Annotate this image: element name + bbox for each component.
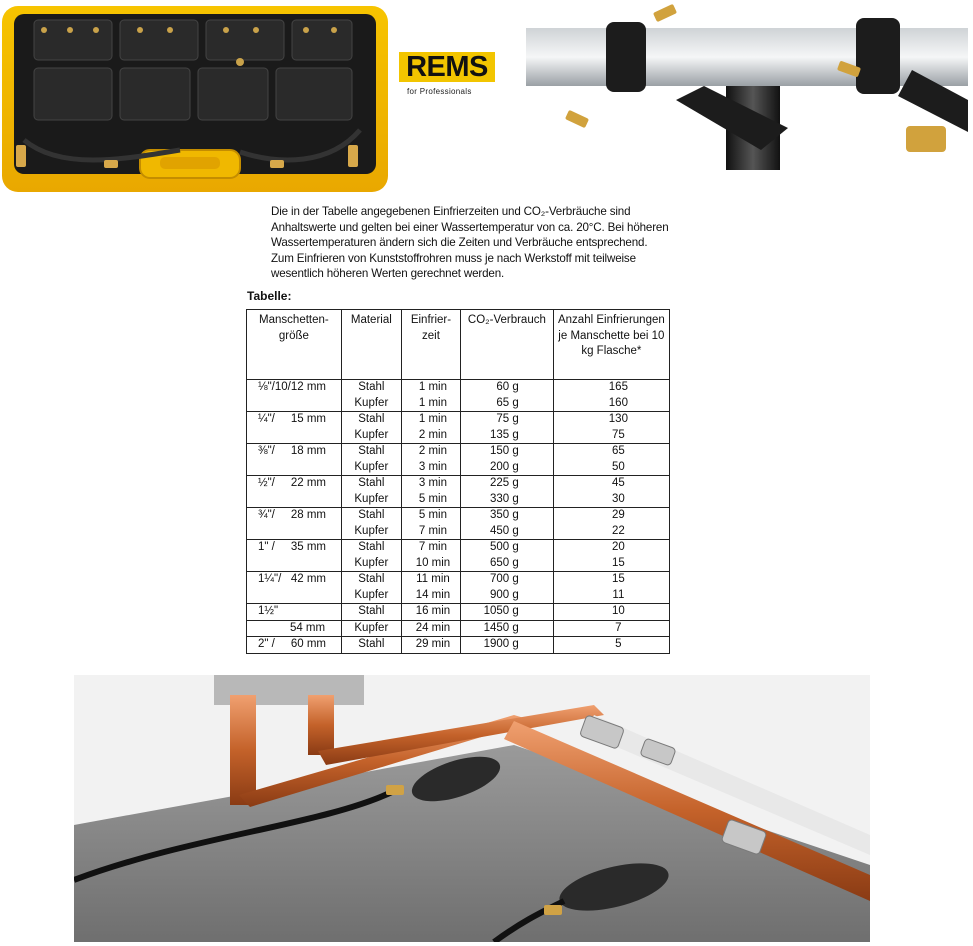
table-row (247, 380, 670, 412)
cell-time-value: 2 min (418, 445, 448, 457)
header-size-line: Manschetten- (259, 314, 329, 326)
header-time-line: Einfrier- (410, 314, 452, 326)
cell-co2-value: 75 g (496, 413, 519, 425)
cell-co2 (461, 444, 554, 476)
cell-co2-value: 350 g (489, 509, 519, 521)
cell-material-value: Stahl (358, 413, 385, 425)
cell-time-value: 11 min (416, 573, 450, 585)
header-count-line: Anzahl (557, 314, 594, 326)
cell-size-value: 2" / 60 mm (258, 638, 326, 650)
header-size (247, 310, 342, 380)
cell-time (401, 572, 460, 604)
cell-co2 (461, 604, 554, 621)
cell-time-value: 5 min (418, 492, 448, 505)
cell-co2-value: 330 g (489, 492, 519, 505)
cell-co2-value: 60 g (496, 381, 519, 393)
cell-co2-value: 700 g (489, 573, 519, 585)
cell-count-value: 15 (611, 573, 625, 585)
header-size-line: größe (278, 329, 309, 342)
cell-count-value: 10 (611, 605, 625, 617)
logo-wordmark: REMS (406, 51, 488, 83)
cell-time-value: 1 min (418, 381, 448, 393)
intro-paragraph (271, 204, 671, 282)
cell-time-value: 5 min (418, 509, 448, 521)
cell-count (553, 540, 669, 572)
cell-co2-value: 135 g (489, 428, 519, 441)
cell-co2 (461, 380, 554, 412)
cell-material (341, 476, 401, 508)
cell-co2-value: 500 g (489, 541, 519, 553)
intro-line: Anhaltswerte und gelten bei einer Wassertemperatur von ca. 20°C. Bei höheren (271, 220, 669, 234)
cell-size (247, 444, 342, 476)
cell-count-value: 30 (611, 492, 625, 505)
cell-time (401, 620, 460, 637)
cell-size (247, 620, 342, 637)
cell-material-value: Stahl (358, 445, 385, 457)
cell-material (341, 637, 401, 654)
freezing-pipes-photo (526, 0, 968, 170)
freeze-kit-case-photo (0, 0, 392, 200)
logo-tagline: for Professionals (407, 87, 472, 96)
cell-count (553, 508, 669, 540)
cell-time-value: 1 min (418, 413, 448, 425)
cell-size-value: ¼"/ 15 mm (258, 413, 326, 425)
header-count-line: Einfrierungen (596, 314, 665, 326)
cell-count-value: 5 (615, 638, 622, 650)
header-count-line: je Manschette (558, 329, 630, 342)
cell-material-value: Stahl (358, 381, 385, 393)
header-count-line: bei 10 kg Flasche* (581, 329, 665, 357)
cell-time-value: 14 min (415, 588, 451, 601)
cell-material (341, 620, 401, 637)
cell-count (553, 637, 669, 654)
cell-count-value: 75 (611, 428, 625, 441)
intro-line: wesentlich höheren Werten gerechnet werden. (271, 267, 505, 280)
cell-size-value: ½"/ 22 mm (258, 477, 326, 489)
cell-co2-value: 650 g (489, 556, 519, 569)
cell-co2 (461, 620, 554, 637)
cell-size (247, 572, 342, 604)
table-row (247, 508, 670, 540)
cell-time-value: 2 min (418, 428, 448, 441)
cell-size (247, 508, 342, 540)
table-row (247, 412, 670, 444)
cell-time (401, 412, 460, 444)
cell-count-value: 15 (611, 556, 625, 569)
table-row (247, 572, 670, 604)
table-row (247, 476, 670, 508)
cell-count-value: 29 (611, 509, 625, 521)
table-header-row (247, 310, 670, 380)
cell-material-value: Kupfer (354, 621, 389, 634)
cell-material-value: Kupfer (354, 492, 389, 505)
cell-co2-value: 1050 g (483, 605, 519, 617)
cell-count-value: 22 (611, 524, 625, 537)
cell-material-value: Stahl (358, 477, 385, 489)
table-row (247, 540, 670, 572)
cell-time-value: 1 min (418, 396, 448, 409)
cell-count-value: 7 (615, 621, 622, 634)
table-row (247, 620, 670, 637)
cell-material (341, 444, 401, 476)
cell-count-value: 130 (608, 413, 628, 425)
cell-count-value: 65 (611, 445, 625, 457)
header-count (553, 310, 669, 380)
cell-co2-value: 65 g (496, 396, 519, 409)
rems-logo (399, 52, 499, 98)
cell-count-value: 50 (611, 460, 625, 473)
header-co2-text: CO₂-Verbrauch (467, 314, 546, 326)
cell-co2-value: 1450 g (483, 621, 519, 634)
cell-time (401, 444, 460, 476)
cell-time-value: 10 min (415, 556, 451, 569)
cell-count-value: 11 (612, 588, 625, 601)
cell-co2 (461, 572, 554, 604)
cell-time (401, 540, 460, 572)
header-time-line: zeit (422, 329, 440, 342)
cell-co2 (461, 508, 554, 540)
cell-co2-value: 450 g (489, 524, 519, 537)
cell-co2-value: 900 g (489, 588, 519, 601)
table-caption: Tabelle: (247, 289, 292, 303)
header-time (401, 310, 460, 380)
cell-material-value: Stahl (358, 509, 385, 521)
cell-size (247, 637, 342, 654)
cell-material (341, 540, 401, 572)
cell-co2-value: 1900 g (483, 638, 519, 650)
pipe-installation-photo (74, 675, 870, 942)
cell-size-value: ⅜"/ 18 mm (258, 445, 326, 457)
header-material (341, 310, 401, 380)
cell-time-value: 29 min (415, 638, 451, 650)
cell-size-value: ⅛"/10/12 mm (258, 381, 327, 393)
cell-material (341, 572, 401, 604)
freezing-data-table (246, 309, 670, 654)
cell-size (247, 412, 342, 444)
cell-size (247, 380, 342, 412)
cell-count (553, 620, 669, 637)
cell-count (553, 444, 669, 476)
cell-co2-value: 225 g (489, 477, 519, 489)
cell-count (553, 572, 669, 604)
cell-size (247, 540, 342, 572)
intro-line: Die in der Tabelle angegebenen Einfrierzeiten und CO₂-Verbräuche sind (271, 205, 631, 218)
cell-time-value: 7 min (418, 541, 448, 553)
intro-line: Zum Einfrieren von Kunststoffrohren muss je nach Werkstoff mit teilweise (271, 251, 636, 265)
cell-count (553, 412, 669, 444)
cell-count (553, 476, 669, 508)
cell-material-value: Kupfer (354, 588, 389, 601)
cell-material-value: Stahl (358, 605, 385, 617)
cell-count-value: 165 (608, 381, 628, 393)
cell-co2-value: 150 g (489, 445, 519, 457)
cell-time (401, 637, 460, 654)
intro-line: Wassertemperaturen ändern sich die Zeiten und Verbräuche entsprechend. (271, 236, 648, 249)
header-co2 (461, 310, 554, 380)
cell-material-value: Kupfer (354, 428, 389, 441)
cell-material (341, 412, 401, 444)
cell-size-value: 1¼"/ 42 mm (258, 573, 326, 585)
cell-material-value: Stahl (358, 573, 385, 585)
cell-material-value: Kupfer (354, 524, 389, 537)
cell-time (401, 380, 460, 412)
cell-material-value: Stahl (358, 541, 385, 553)
cell-time-value: 7 min (418, 524, 448, 537)
cell-time-value: 16 min (415, 605, 451, 617)
cell-count (553, 380, 669, 412)
cell-time-value: 24 min (415, 621, 451, 634)
cell-co2 (461, 412, 554, 444)
table-body (247, 380, 670, 654)
cell-material (341, 604, 401, 621)
cell-time-value: 3 min (418, 477, 448, 489)
cell-size-value: 1" / 35 mm (258, 541, 326, 553)
cell-count-value: 160 (608, 396, 628, 409)
cell-time (401, 508, 460, 540)
cell-count-value: 45 (611, 477, 625, 489)
cell-size-value: 1½" (258, 605, 279, 617)
cell-material (341, 380, 401, 412)
cell-co2 (461, 476, 554, 508)
cell-count-value: 20 (611, 541, 625, 553)
table-row (247, 604, 670, 621)
cell-size (247, 476, 342, 508)
table-row (247, 444, 670, 476)
table-row (247, 637, 670, 654)
cell-material (341, 508, 401, 540)
cell-co2-value: 200 g (489, 460, 519, 473)
cell-co2 (461, 540, 554, 572)
cell-count (553, 604, 669, 621)
cell-co2 (461, 637, 554, 654)
header-material-text: Material (350, 314, 392, 326)
cell-material-value: Kupfer (354, 396, 389, 409)
cell-size-value: ¾"/ 28 mm (258, 509, 326, 521)
cell-material-value: Kupfer (354, 556, 389, 569)
cell-size-value: 54 mm (258, 621, 326, 634)
cell-size (247, 604, 342, 621)
cell-time (401, 476, 460, 508)
cell-material-value: Stahl (358, 638, 385, 650)
cell-material-value: Kupfer (354, 460, 389, 473)
cell-time (401, 604, 460, 621)
cell-time-value: 3 min (418, 460, 448, 473)
